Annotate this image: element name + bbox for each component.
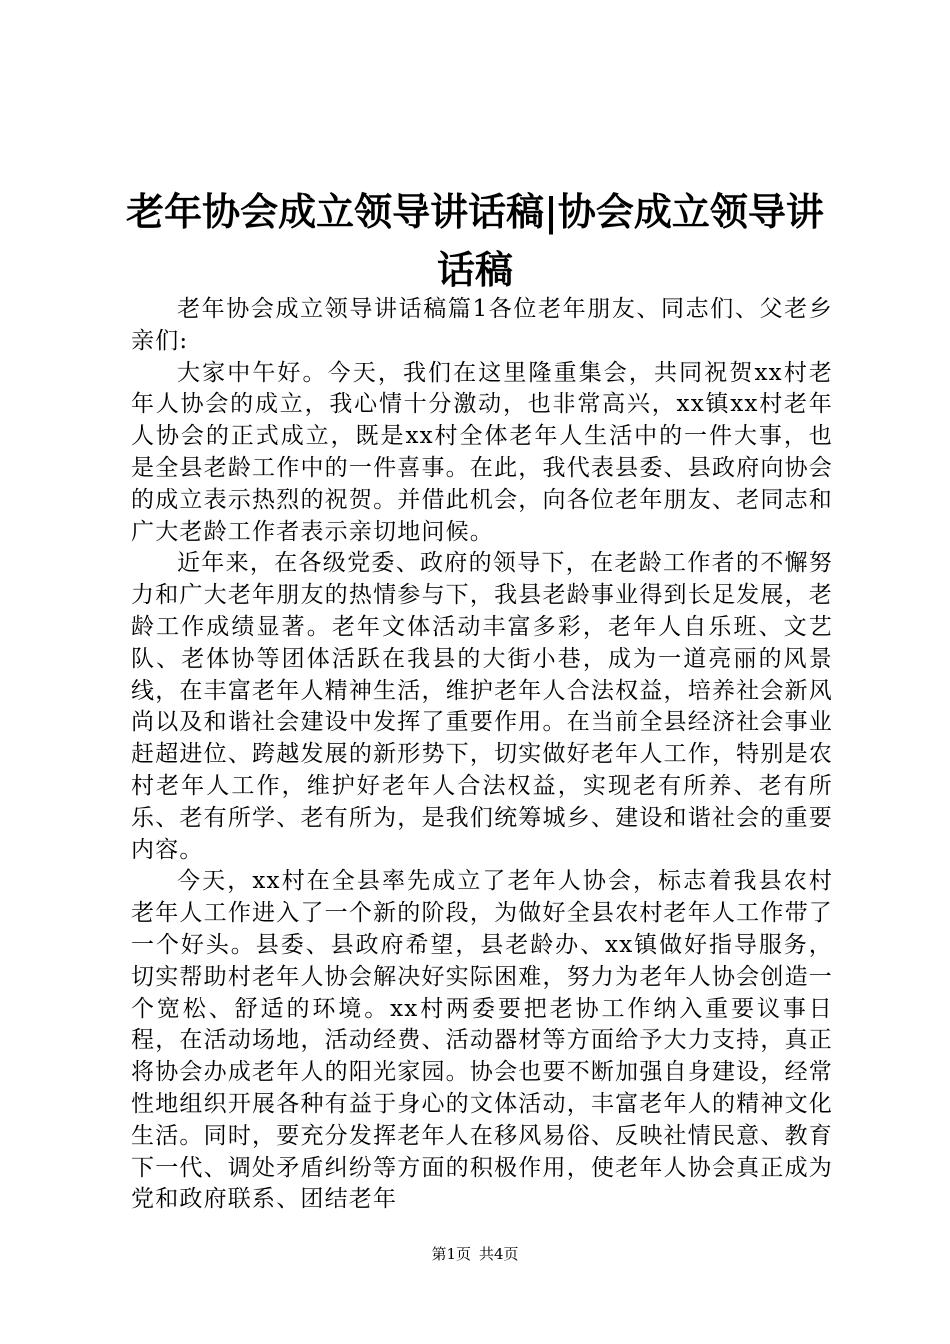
page-total: 共4页 bbox=[479, 1245, 519, 1263]
paragraph-1: 老年协会成立领导讲话稿篇1各位老年朋友、同志们、父老乡亲们: bbox=[131, 296, 833, 354]
document-title: 老年协会成立领导讲话稿|协会成立领导讲话稿 bbox=[126, 189, 824, 292]
page-footer bbox=[0, 1244, 950, 1264]
paragraph-2: 大家中午好。今天，我们在这里隆重集会，共同祝贺xx村老年人协会的成立，我心情十分激动，也非常高兴，xx镇xx村老年人协会的正式成立，既是xx村全体老年人生活中的一件大事，也是全县老龄工作中的一件喜事。在此，我代表县委、县政府向协会的成立表示热烈的祝贺。并借此机会，向各位老年朋友、老同志和广大老龄工作者表示亲切地问候。 bbox=[131, 359, 833, 545]
document-body bbox=[131, 294, 833, 1216]
paragraph-3: 近年来，在各级党委、政府的领导下，在老龄工作者的不懈努力和广大老年朋友的热情参与下，我县老龄事业得到长足发展，老龄工作成绩显著。老年文体活动丰富多彩，老年人自乐班、文艺队、老体协等团体活跃在我县的大街小巷，成为一道亮丽的风景线，在丰富老年人精神生活，维护老年人合法权益，培养社会新风尚以及和谐社会建设中发挥了重要作用。在当前全县经济社会事业赶超进位、跨越发展的新形势下，切实做好老年人工作，特别是农村老年人工作，维护好老年人合法权益，实现老有所养、老有所乐、老有所学、老有所为，是我们统筹城乡、建设和谐社会的重要内容。 bbox=[131, 550, 833, 863]
page-number: 第1页 bbox=[431, 1245, 471, 1263]
paragraph-4: 今天，xx村在全县率先成立了老年人协会，标志着我县农村老年人工作进入了一个新的阶段，为做好全县农村老年人工作带了一个好头。县委、县政府希望，县老龄办、xx镇做好指导服务，切实帮助村老年人协会解决好实际困难，努力为老年人协会创造一个宽松、舒适的环境。xx村两委要把老协工作纳入重要议事日程，在活动场地，活动经费、活动器材等方面给予大力支持，真正将协会办成老年人的阳光家园。协会也要不断加强自身建设，经常性地组织开展各种有益于身心的文体活动，丰富老年人的精神文化生活。同时，要充分发挥老年人在移风易俗、反映社情民意、教育下一代、调处矛盾纠纷等方面的积极作用，使老年人协会真正成为党和政府联系、团结老年 bbox=[131, 868, 833, 1213]
